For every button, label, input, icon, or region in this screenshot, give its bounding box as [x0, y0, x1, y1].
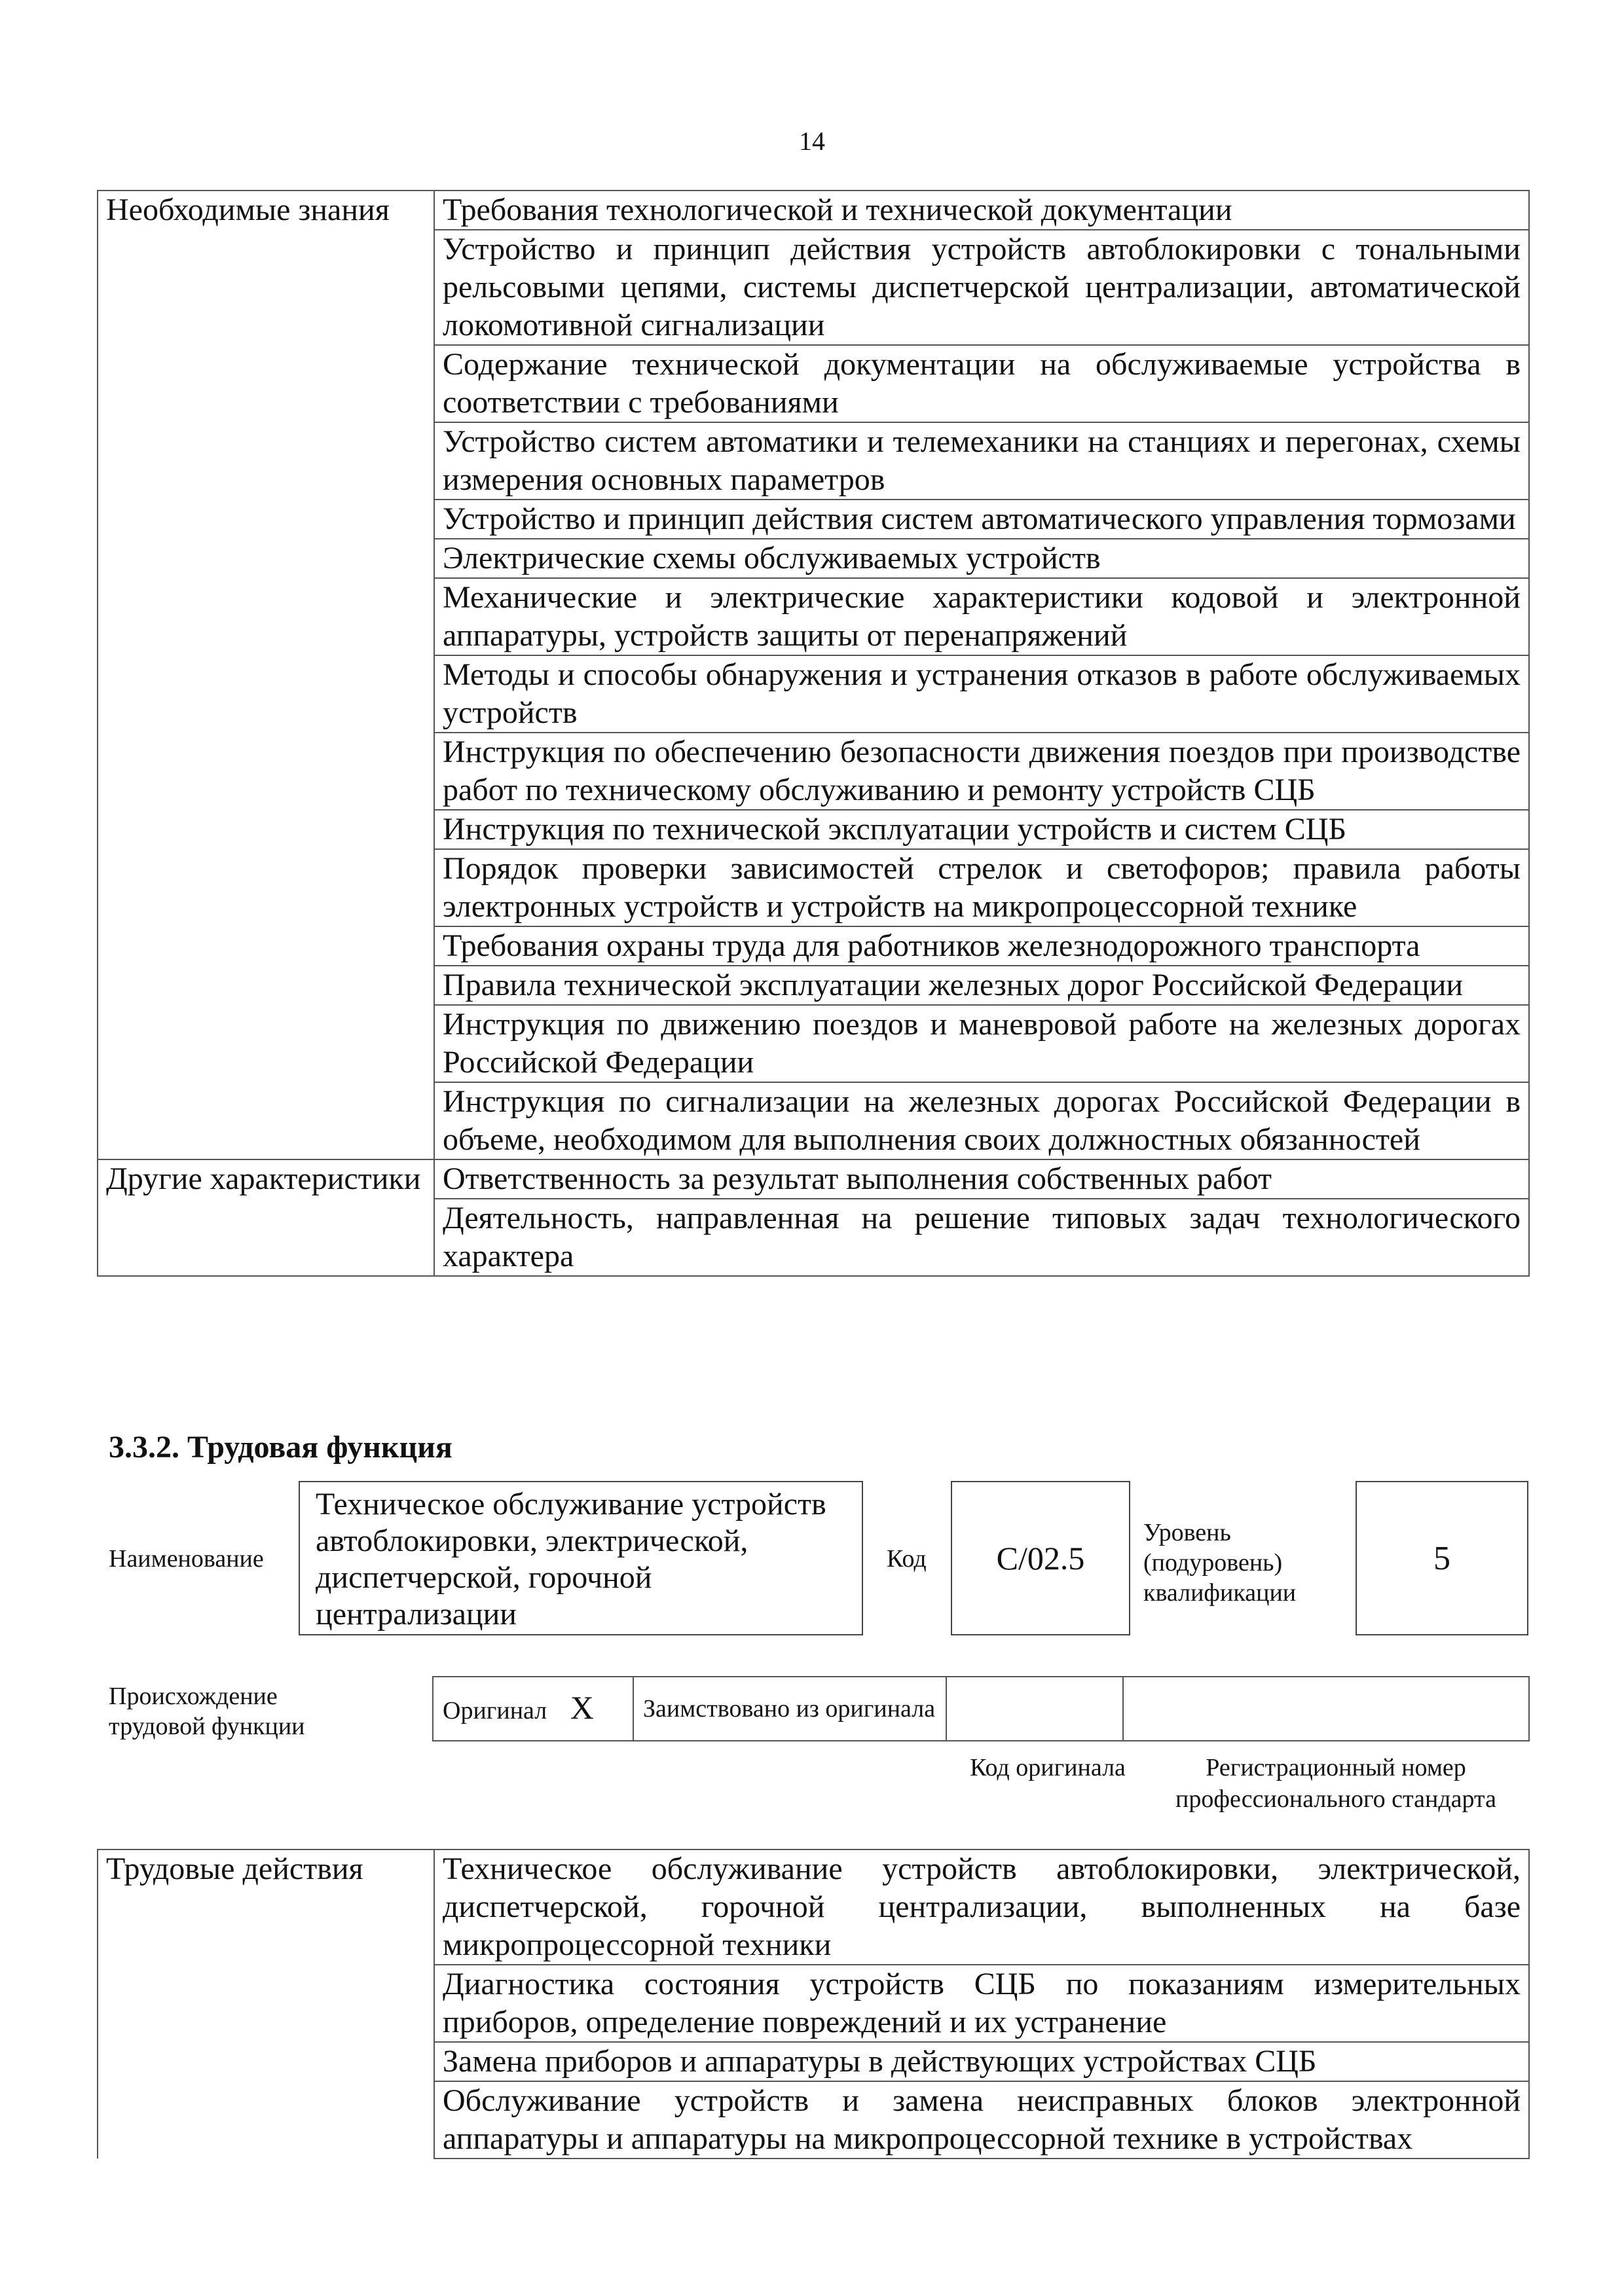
row-label-cell — [98, 1965, 434, 2042]
table-row — [98, 578, 1529, 655]
original-label: Оригинал — [443, 1696, 547, 1724]
function-name-value: Техническое обслуживание устройств автоблокировки, электрической, диспетчерской, горочной централизации — [299, 1481, 863, 1635]
row-item: Инструкция по сигнализации на железных дорогах Российской Федерации в объеме, необходимом для выполнения своих должностных обязанностей — [434, 1082, 1529, 1159]
table-row — [98, 1159, 1529, 1199]
table-row — [98, 1965, 1529, 2042]
table-row — [98, 1082, 1529, 1159]
row-item: Деятельность, направленная на решение типовых задач технологического характера — [434, 1199, 1529, 1276]
row-label-cell — [98, 1082, 434, 1159]
knowledge-table — [97, 190, 1530, 1277]
table-row — [98, 1850, 1529, 1965]
row-label-cell — [98, 1199, 434, 1276]
row-label: Необходимые знания — [98, 191, 434, 230]
row-label-cell — [98, 2081, 434, 2159]
code-label: Код — [887, 1545, 927, 1573]
row-item: Инструкция по движению поездов и маневровой работе на железных дорогах Российской Федерации — [434, 1005, 1529, 1082]
row-item: Электрические схемы обслуживаемых устройств — [434, 539, 1529, 578]
table-row — [98, 926, 1529, 966]
row-label-cell — [98, 2042, 434, 2081]
row-label-cell — [98, 1005, 434, 1082]
labor-actions-table — [97, 1849, 1530, 2159]
row-item: Обслуживание устройств и замена неисправных блоков электронной аппаратуры и аппаратуры на микропроцессорной технике в устройствах — [434, 2081, 1529, 2159]
row-item: Устройство систем автоматики и телемеханики на станциях и перегонах, схемы измерения основных параметров — [434, 422, 1529, 500]
table-row — [98, 230, 1529, 345]
registration-number-cell — [1123, 1677, 1529, 1741]
origin-label: Происхождение трудовой функции — [109, 1683, 305, 1740]
row-label-cell — [98, 539, 434, 578]
origin-table — [432, 1676, 1530, 1741]
row-item: Ответственность за результат выполнения собственных работ — [434, 1159, 1529, 1199]
row-item: Замена приборов и аппаратуры в действующих устройствах СЦБ — [434, 2042, 1529, 2081]
table-row — [98, 849, 1529, 926]
table-row — [98, 655, 1529, 733]
row-label-cell — [98, 966, 434, 1005]
row-item: Методы и способы обнаружения и устранения отказов в работе обслуживаемых устройств — [434, 655, 1529, 733]
row-label-cell — [98, 230, 434, 345]
function-name-label: Наименование — [109, 1545, 264, 1573]
row-item: Диагностика состояния устройств СЦБ по показаниям измерительных приборов, определение повреждений и их устранение — [434, 1965, 1529, 2042]
row-label-cell — [98, 849, 434, 926]
row-label-cell — [98, 578, 434, 655]
row-item: Техническое обслуживание устройств автоблокировки, электрической, диспетчерской, горочной централизации, выполненных на базе микропроцессорной техники — [434, 1850, 1529, 1965]
row-item: Устройство и принцип действия устройств автоблокировки с тональными рельсовыми цепями, системы диспетчерской централизации, автоматической локомотивной сигнализации — [434, 230, 1529, 345]
table-row — [98, 966, 1529, 1005]
page-number: 14 — [799, 126, 825, 156]
row-label-cell — [98, 345, 434, 422]
row-label-cell — [98, 655, 434, 733]
row-item: Содержание технической документации на обслуживаемые устройства в соответствии с требованиями — [434, 345, 1529, 422]
table-row — [98, 500, 1529, 539]
qualification-level-value: 5 — [1356, 1481, 1528, 1635]
row-item: Инструкция по технической эксплуатации устройств и систем СЦБ — [434, 810, 1529, 849]
table-row — [98, 2042, 1529, 2081]
table-row — [98, 191, 1529, 230]
section-title: 3.3.2. Трудовая функция — [109, 1430, 452, 1465]
original-code-cell — [946, 1677, 1123, 1741]
table-row — [98, 1199, 1529, 1276]
original-code-caption: Код оригинала — [970, 1754, 1126, 1781]
table-row — [98, 810, 1529, 849]
row-label: Другие характеристики — [98, 1159, 434, 1199]
row-item: Устройство и принцип действия систем автоматического управления тормозами — [434, 500, 1529, 539]
row-item: Требования технологической и технической документации — [434, 191, 1529, 230]
row-label-cell — [98, 810, 434, 849]
qualification-level-label: Уровень (подуровень) квалификации — [1143, 1519, 1297, 1607]
registration-caption: Регистрационный номер профессионального стандарта — [1175, 1754, 1496, 1813]
original-cell — [433, 1677, 633, 1741]
row-item: Требования охраны труда для работников железнодорожного транспорта — [434, 926, 1529, 966]
row-label-cell — [98, 500, 434, 539]
row-item: Порядок проверки зависимостей стрелок и светофоров; правила работы электронных устройств и устройств на микропроцессорной технике — [434, 849, 1529, 926]
row-item: Инструкция по обеспечению безопасности движения поездов при производстве работ по техническому обслуживанию и ремонту устройств СЦБ — [434, 733, 1529, 810]
code-value: C/02.5 — [951, 1481, 1130, 1635]
original-mark: X — [570, 1688, 594, 1726]
table-row — [98, 2081, 1529, 2159]
table-row — [98, 539, 1529, 578]
row-label-cell — [98, 422, 434, 500]
row-item: Правила технической эксплуатации железных дорог Российской Федерации — [434, 966, 1529, 1005]
row-label-cell — [98, 733, 434, 810]
table-row — [98, 422, 1529, 500]
row-label: Трудовые действия — [98, 1850, 434, 1965]
table-row — [98, 1005, 1529, 1082]
table-row — [98, 733, 1529, 810]
row-item: Механические и электрические характеристики кодовой и электронной аппаратуры, устройств защиты от перенапряжений — [434, 578, 1529, 655]
borrowed-label: Заимствовано из оригинала — [633, 1677, 946, 1741]
row-label-cell — [98, 926, 434, 966]
table-row — [98, 345, 1529, 422]
